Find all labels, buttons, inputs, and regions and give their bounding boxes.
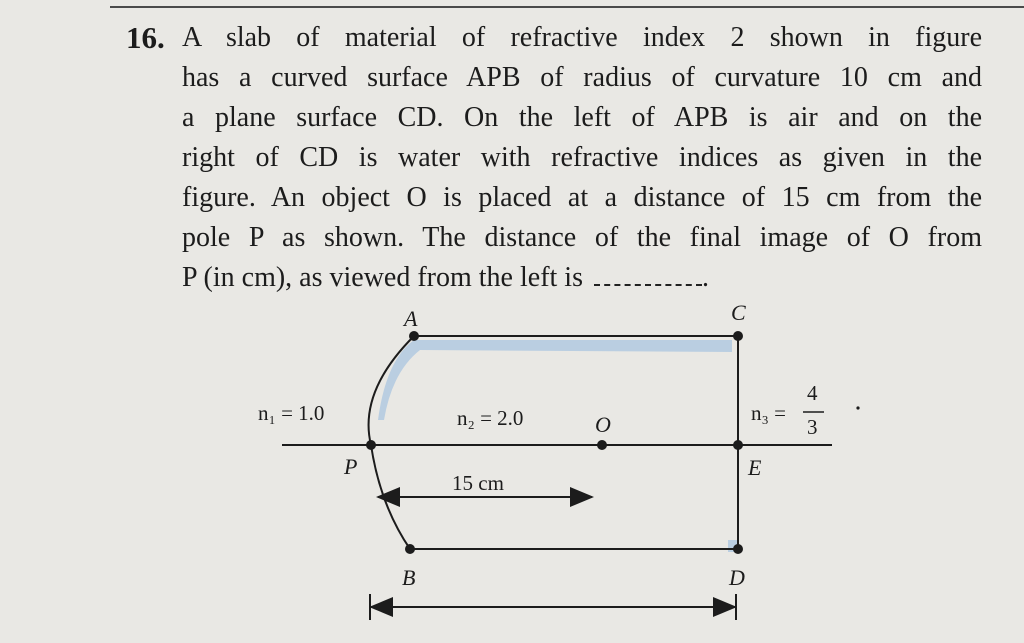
label-E: E (748, 455, 762, 480)
label-D: D (729, 565, 745, 590)
point-A (409, 331, 419, 341)
question-line-3: a plane surface CD. On the left of APB is air and on the (182, 102, 982, 133)
label-B: B (402, 565, 416, 590)
point-C (733, 331, 743, 341)
question-line-2: has a curved surface APB of radius of curvature 10 cm and (182, 62, 982, 93)
point-P (366, 440, 376, 450)
stray-dot (856, 406, 859, 409)
label-C: C (731, 300, 746, 325)
point-E (733, 440, 743, 450)
question-line-7-text: P (in cm), as viewed from the left is (182, 262, 583, 293)
point-B (405, 544, 415, 554)
question-line-7: P (in cm), as viewed from the left is . (182, 262, 709, 293)
question-line-5: figure. An object O is placed at a distance of 15 cm from the (182, 182, 982, 213)
n3-label: n₃ = (751, 401, 786, 425)
point-O (597, 440, 607, 450)
n3-denominator: 3 (807, 415, 818, 439)
point-D (733, 544, 743, 554)
n3-numerator: 4 (807, 381, 818, 405)
question-line-1: A slab of material of refractive index 2 shown in figure (182, 22, 982, 53)
label-O: O (595, 412, 611, 437)
curved-surface-APB (369, 336, 414, 549)
slab-highlight (378, 340, 732, 420)
label-A: A (404, 306, 418, 331)
n2-label: n₂ = 2.0 (457, 406, 524, 430)
question-number: 16. (126, 20, 165, 55)
question-line-6: pole P as shown. The distance of the final image of O from (182, 222, 982, 253)
label-P: P (344, 454, 358, 479)
question-line-4: right of CD is water with refractive indices as given in the (182, 142, 982, 173)
n1-label: n₁ = 1.0 (258, 401, 325, 425)
distance-label: 15 cm (452, 471, 504, 495)
